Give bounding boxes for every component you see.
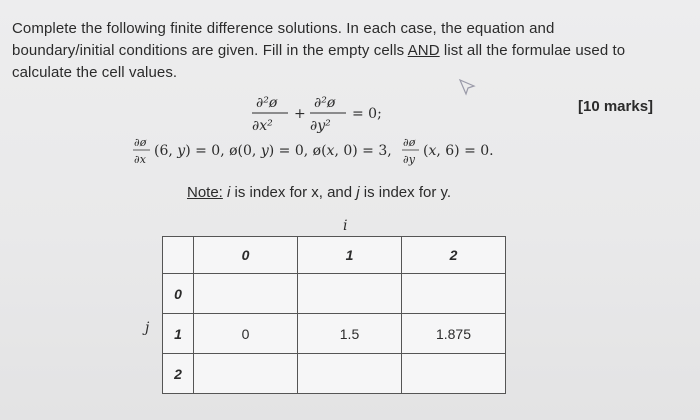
svg-text:∂y²: ∂y² <box>310 118 331 134</box>
grid-cell-1-1[interactable]: 1.5 <box>298 314 402 354</box>
col-header-2: 2 <box>402 237 506 274</box>
svg-text:(6, y) = 0, ø(0, y) = 0, ø(x,: (6, y) = 0, ø(0, y) = 0, ø(x, 0) = 3, <box>154 143 392 159</box>
grid-cell-2-1[interactable] <box>298 354 402 394</box>
grid-corner-cell <box>163 237 194 274</box>
svg-text:∂x: ∂x <box>134 153 146 166</box>
grid-cell-1-2[interactable]: 1.875 <box>402 314 506 354</box>
grid-cell-1-0[interactable]: 0 <box>194 314 298 354</box>
note-part-2: is index for y. <box>359 184 452 201</box>
note-j: j <box>356 184 360 201</box>
svg-text:= 0;: = 0; <box>352 106 382 122</box>
grid-cell-0-1[interactable] <box>298 274 402 314</box>
svg-text:∂y: ∂y <box>403 153 415 166</box>
question-line-1: Complete the following finite difference solutions. In each case, the equation and <box>12 20 555 37</box>
grid-row-0 <box>163 274 506 314</box>
finite-difference-grid <box>162 236 506 394</box>
col-header-0: 0 <box>194 237 298 274</box>
svg-text:(x, 6) = 0.: (x, 6) = 0. <box>423 143 494 159</box>
svg-text:∂x²: ∂x² <box>252 118 273 134</box>
grid-cell-0-2[interactable] <box>402 274 506 314</box>
i-axis-label: i <box>343 218 348 234</box>
grid-cell-2-0[interactable] <box>194 354 298 394</box>
grid-cell-0-0[interactable] <box>194 274 298 314</box>
grid-row-2 <box>163 354 506 394</box>
question-line-2-start: boundary/initial conditions are given. Fill in the empty cells <box>12 42 408 59</box>
note-part-1: is index for x, and <box>230 184 357 201</box>
note-text <box>187 184 451 201</box>
question-text <box>12 18 688 84</box>
grid-row-1 <box>163 314 506 354</box>
svg-text:∂²ø: ∂²ø <box>314 95 336 111</box>
question-line-2 <box>12 40 688 62</box>
col-header-1: 1 <box>298 237 402 274</box>
pde-equation <box>248 90 448 136</box>
row-index-1: 1 <box>163 314 194 354</box>
marks-label: [10 marks] <box>578 98 654 115</box>
row-index-0: 0 <box>163 274 194 314</box>
grid-cell-2-2[interactable] <box>402 354 506 394</box>
question-line-3: calculate the cell values. <box>12 64 178 81</box>
note-label: Note: <box>187 184 223 201</box>
svg-text:+: + <box>294 106 306 122</box>
svg-text:∂ø: ∂ø <box>134 136 147 149</box>
boundary-conditions <box>132 133 502 173</box>
svg-text:∂ø: ∂ø <box>403 136 416 149</box>
row-index-2: 2 <box>163 354 194 394</box>
svg-text:∂²ø: ∂²ø <box>256 95 278 111</box>
question-line-2-end: list all the formulae used to <box>439 42 626 59</box>
grid-header-row <box>163 237 506 274</box>
and-emphasis: AND <box>407 42 440 59</box>
note-i: i <box>227 184 231 201</box>
j-axis-label: j <box>145 320 150 336</box>
cursor-icon <box>456 76 478 100</box>
